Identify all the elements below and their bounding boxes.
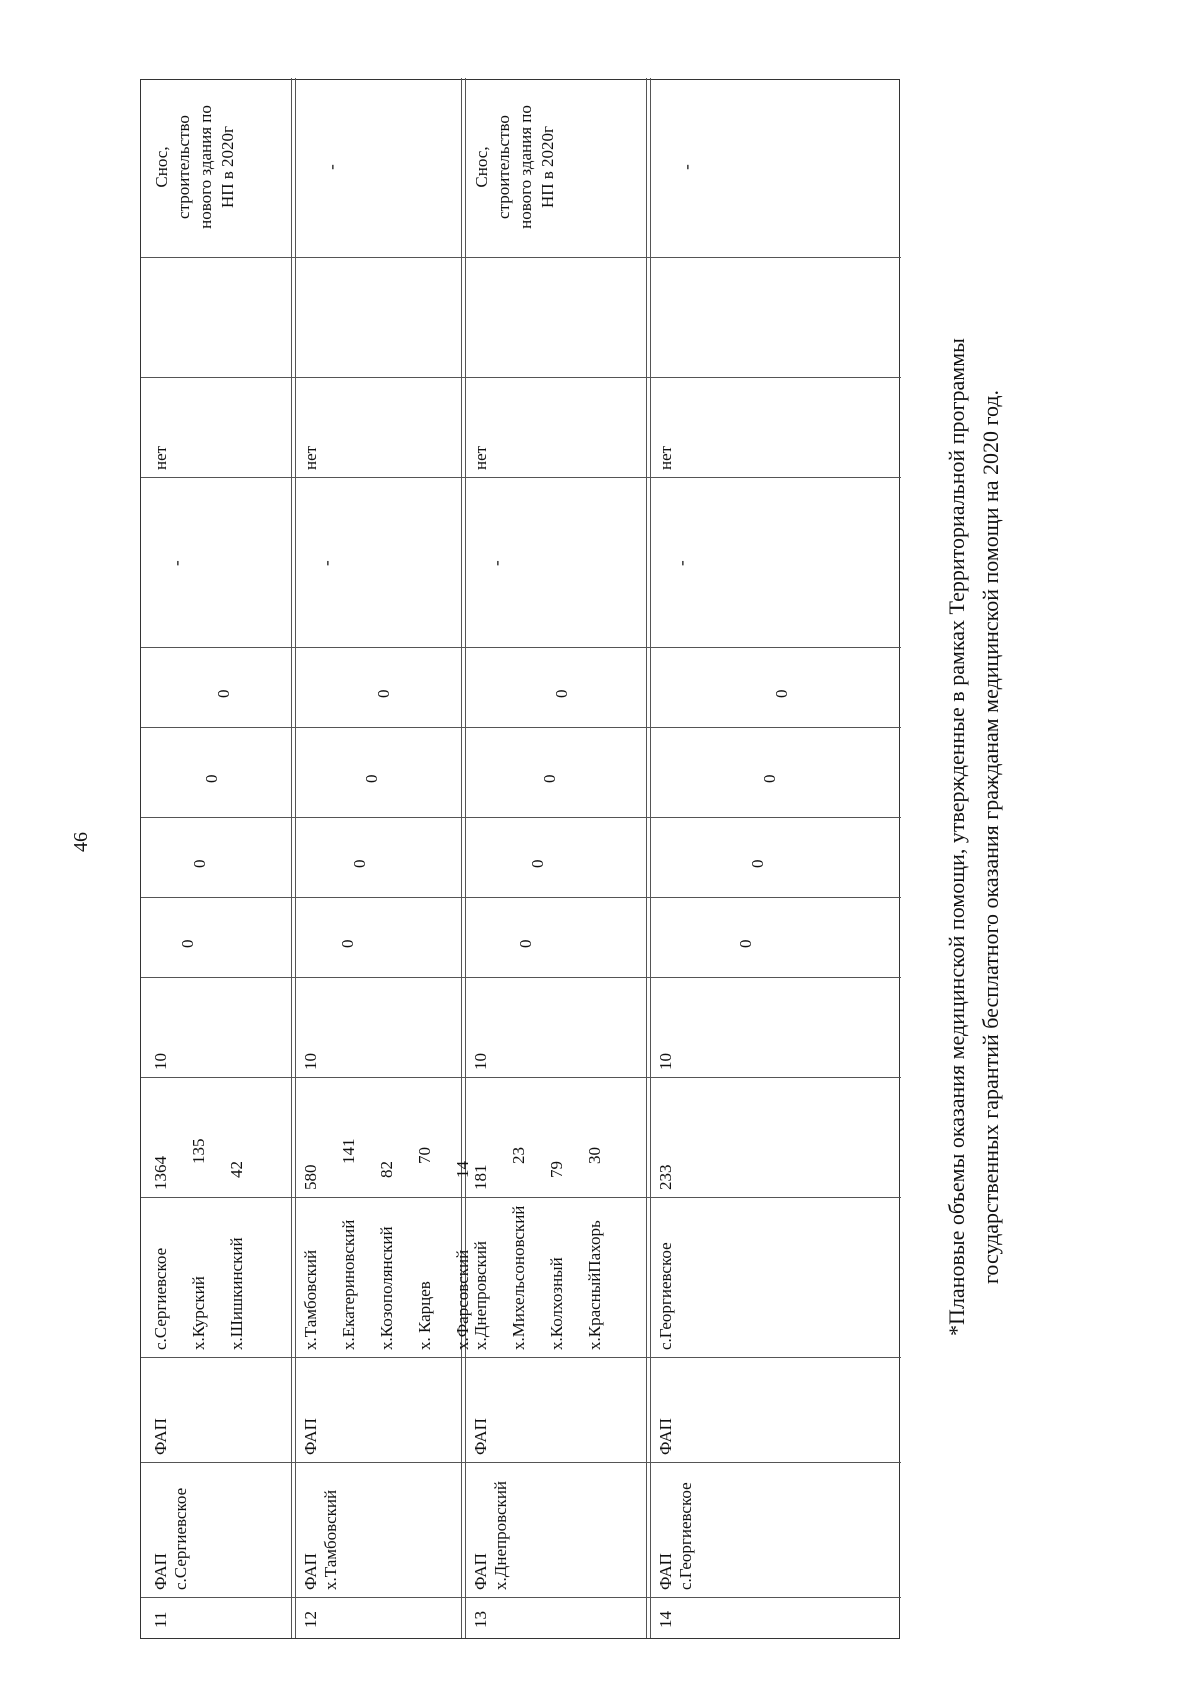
note-line: нового здания по [196, 105, 215, 229]
settlement-population: 70 [415, 1147, 434, 1164]
footnote-line-1: *Плановые объемы оказания медицинской помощи, утвержденные в рамках Территориальной программы [944, 338, 969, 1336]
column-divider [141, 897, 901, 898]
settlement-name: х.Козополянский [377, 1226, 396, 1350]
facility-type: ФАП [301, 1418, 320, 1455]
settlement-name: х.КрасныйПахорь [585, 1220, 604, 1350]
distance-value: 10 [656, 1053, 675, 1070]
volume-value: 0 [362, 774, 381, 783]
column-divider [141, 1597, 901, 1598]
volume-value: 0 [190, 859, 209, 868]
row-number: 13 [471, 1611, 490, 1628]
dash-value: - [317, 560, 336, 566]
column-divider [141, 1197, 901, 1198]
facility-name-line: ФАП [656, 1553, 675, 1590]
note-line: НП в 2020г [218, 125, 237, 209]
note-line: Снос, [152, 146, 171, 188]
settlement-name: х.Курский [189, 1276, 208, 1350]
volume-value: 0 [214, 689, 233, 698]
facility-name-line: х.Днепровский [491, 1480, 510, 1590]
row-number: 11 [151, 1611, 170, 1628]
distance-value: 10 [301, 1053, 320, 1070]
settlement-population: 181 [471, 1164, 490, 1190]
column-divider [141, 647, 901, 648]
row-divider-inner [295, 78, 296, 1638]
column-divider [141, 477, 901, 478]
availability: нет [301, 445, 320, 470]
settlement-population: 233 [656, 1164, 675, 1190]
volume-value: 0 [551, 689, 571, 698]
facility-name-line: ФАП [301, 1553, 320, 1590]
row-divider-inner [465, 78, 466, 1638]
settlement-name: х. Карцев [415, 1281, 434, 1350]
row-number: 14 [656, 1611, 675, 1628]
volume-value: 0 [178, 939, 197, 948]
volume-value: 0 [539, 774, 559, 783]
note-cell [471, 82, 559, 252]
volume-value: 0 [527, 859, 547, 868]
page-number: 46 [70, 832, 92, 852]
volume-value: 0 [771, 689, 791, 698]
footnote [940, 137, 1008, 1537]
dash-value: - [167, 560, 186, 566]
column-divider [141, 1462, 901, 1463]
volume-value: 0 [374, 689, 393, 698]
row-divider [461, 78, 462, 1638]
settlement-name: с.Георгиевское [656, 1242, 675, 1350]
volume-value: 0 [747, 859, 767, 868]
note-cell [676, 82, 698, 252]
settlement-population: 82 [377, 1161, 396, 1178]
settlement-population: 23 [509, 1147, 528, 1164]
settlement-population: 30 [585, 1147, 604, 1164]
facility-name-line: ФАП [151, 1553, 170, 1590]
facility-name-line: х.Тамбовский [321, 1489, 340, 1590]
settlement-name: х.Михельсоновский [509, 1205, 528, 1350]
settlement-population: 79 [547, 1161, 566, 1178]
row-divider-inner [650, 78, 651, 1638]
row-divider [291, 78, 292, 1638]
settlement-name: х.Екатериновский [339, 1219, 358, 1350]
volume-value: 0 [759, 774, 779, 783]
dash-value: - [672, 560, 691, 566]
note-cell [321, 82, 343, 252]
volume-value: 0 [338, 939, 357, 948]
note-line: нового здания по [516, 105, 535, 229]
distance-value: 10 [471, 1053, 490, 1070]
facility-name-line: ФАП [471, 1553, 490, 1590]
settlement-population: 141 [339, 1138, 358, 1164]
settlement-name: х.Фарсовский [453, 1249, 472, 1350]
row-number: 12 [301, 1611, 320, 1628]
facility-type: ФАП [151, 1418, 170, 1455]
settlement-name: х.Шишкинский [227, 1237, 246, 1350]
dash-value: - [487, 560, 506, 566]
footnote-line-2: государственных гарантий бесплатного оказания гражданам медицинской помощи на 2020 год. [978, 389, 1003, 1285]
column-divider [141, 257, 901, 258]
note-line: - [322, 164, 341, 170]
note-line: строительство [174, 115, 193, 219]
facility-name-line: с.Сергиевское [171, 1487, 190, 1590]
availability: нет [656, 445, 675, 470]
note-line: - [677, 164, 696, 170]
column-divider [141, 377, 901, 378]
note-line: Снос, [472, 146, 491, 188]
facilities-table [140, 79, 900, 1639]
settlement-population: 14 [453, 1161, 472, 1178]
column-divider [141, 1357, 901, 1358]
note-line: строительство [494, 115, 513, 219]
settlement-population: 1364 [151, 1156, 170, 1190]
settlement-population: 580 [301, 1164, 320, 1190]
volume-value: 0 [202, 774, 221, 783]
facility-type: ФАП [471, 1418, 490, 1455]
note-line: НП в 2020г [538, 125, 557, 209]
settlement-name: х.Колхозный [547, 1257, 566, 1350]
availability: нет [151, 445, 170, 470]
settlement-population: 135 [189, 1138, 208, 1164]
settlement-name: с.Сергиевское [151, 1247, 170, 1350]
column-divider [141, 977, 901, 978]
facility-name-line: с.Георгиевское [676, 1482, 695, 1590]
row-divider [646, 78, 647, 1638]
volume-value: 0 [515, 939, 535, 948]
column-divider [141, 727, 901, 728]
column-divider [141, 817, 901, 818]
column-divider [141, 1077, 901, 1078]
note-cell [151, 82, 239, 252]
availability: нет [471, 445, 490, 470]
volume-value: 0 [350, 859, 369, 868]
settlement-name: х.Днепровский [471, 1240, 490, 1350]
distance-value: 10 [151, 1053, 170, 1070]
facility-type: ФАП [656, 1418, 675, 1455]
volume-value: 0 [735, 939, 755, 948]
settlement-name: х.Тамбовский [301, 1249, 320, 1350]
settlement-population: 42 [227, 1161, 246, 1178]
